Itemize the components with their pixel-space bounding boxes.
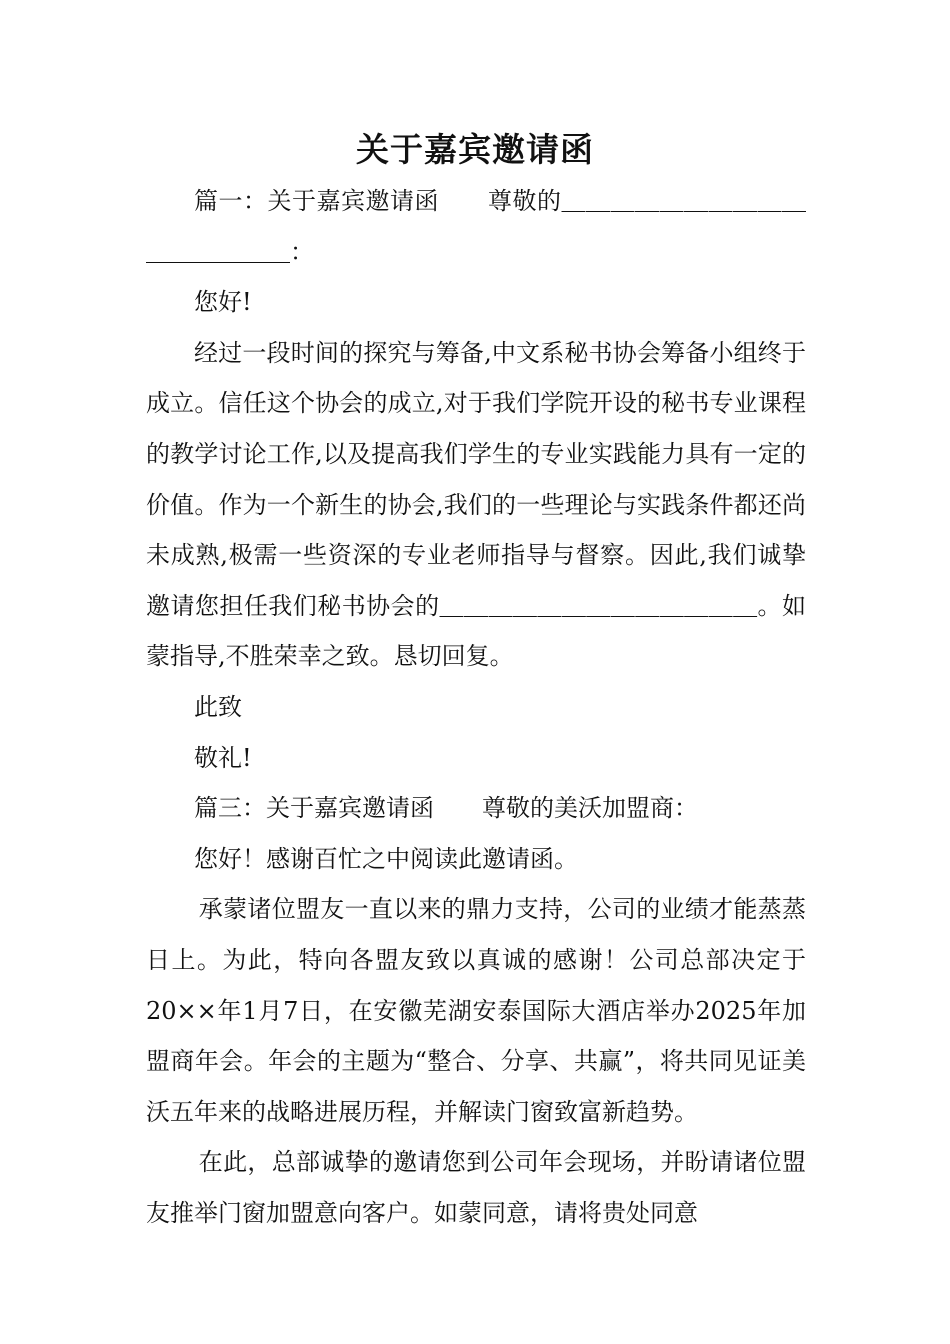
body-paragraph: 承蒙诸位盟友一直以来的鼎力支持，公司的业绩才能蒸蒸日上。为此，特向各盟友致以真诚的感谢！公司总部决定于20××年1月7日，在安徽芜湖安泰国际大酒店举办2025年加盟商年会。年会的主题为“整合、分享、共赢”，将共同见证美沃五年来的战略进展历程，并解读门窗致富新趋势。 (146, 895, 806, 1126)
body-paragraph: 经过一段时间的探究与筹备,中文系秘书协会筹备小组终于成立。信任这个协会的成立,对于我们学院开设的秘书专业课程的教学讨论工作,以及提高我们学生的专业实践能力具有一定的价值。作为一个新生的协会,我们的一些理论与实践条件都还尚未成熟,极需一些资深的专业老师指导与督察。因此,我们诚挚邀请您担任我们秘书协会的＿＿＿＿＿＿＿＿＿＿＿＿＿。如蒙指导,不胜荣幸之致。恳切回复。 (146, 338, 806, 671)
document-title: 关于嘉宾邀请函 (356, 130, 594, 169)
section-heading-one: 篇一：关于嘉宾邀请函 尊敬的＿＿＿＿＿＿＿＿＿＿＿＿＿＿＿＿： (146, 187, 806, 266)
closing-line: 此致 (194, 692, 242, 721)
greeting-paragraph: 您好! (194, 288, 252, 317)
greeting-paragraph: 您好！感谢百忙之中阅读此邀请函。 (194, 844, 578, 873)
body-paragraph: 在此，总部诚挚的邀请您到公司年会现场，并盼请诸位盟友推举门窗加盟意向客户。如蒙同意，请将贵处同意 (146, 1148, 806, 1227)
document-body (146, 176, 806, 1238)
section-heading-three: 篇三：关于嘉宾邀请函 尊敬的美沃加盟商： (194, 794, 698, 823)
closing-salute: 敬礼! (194, 743, 252, 772)
